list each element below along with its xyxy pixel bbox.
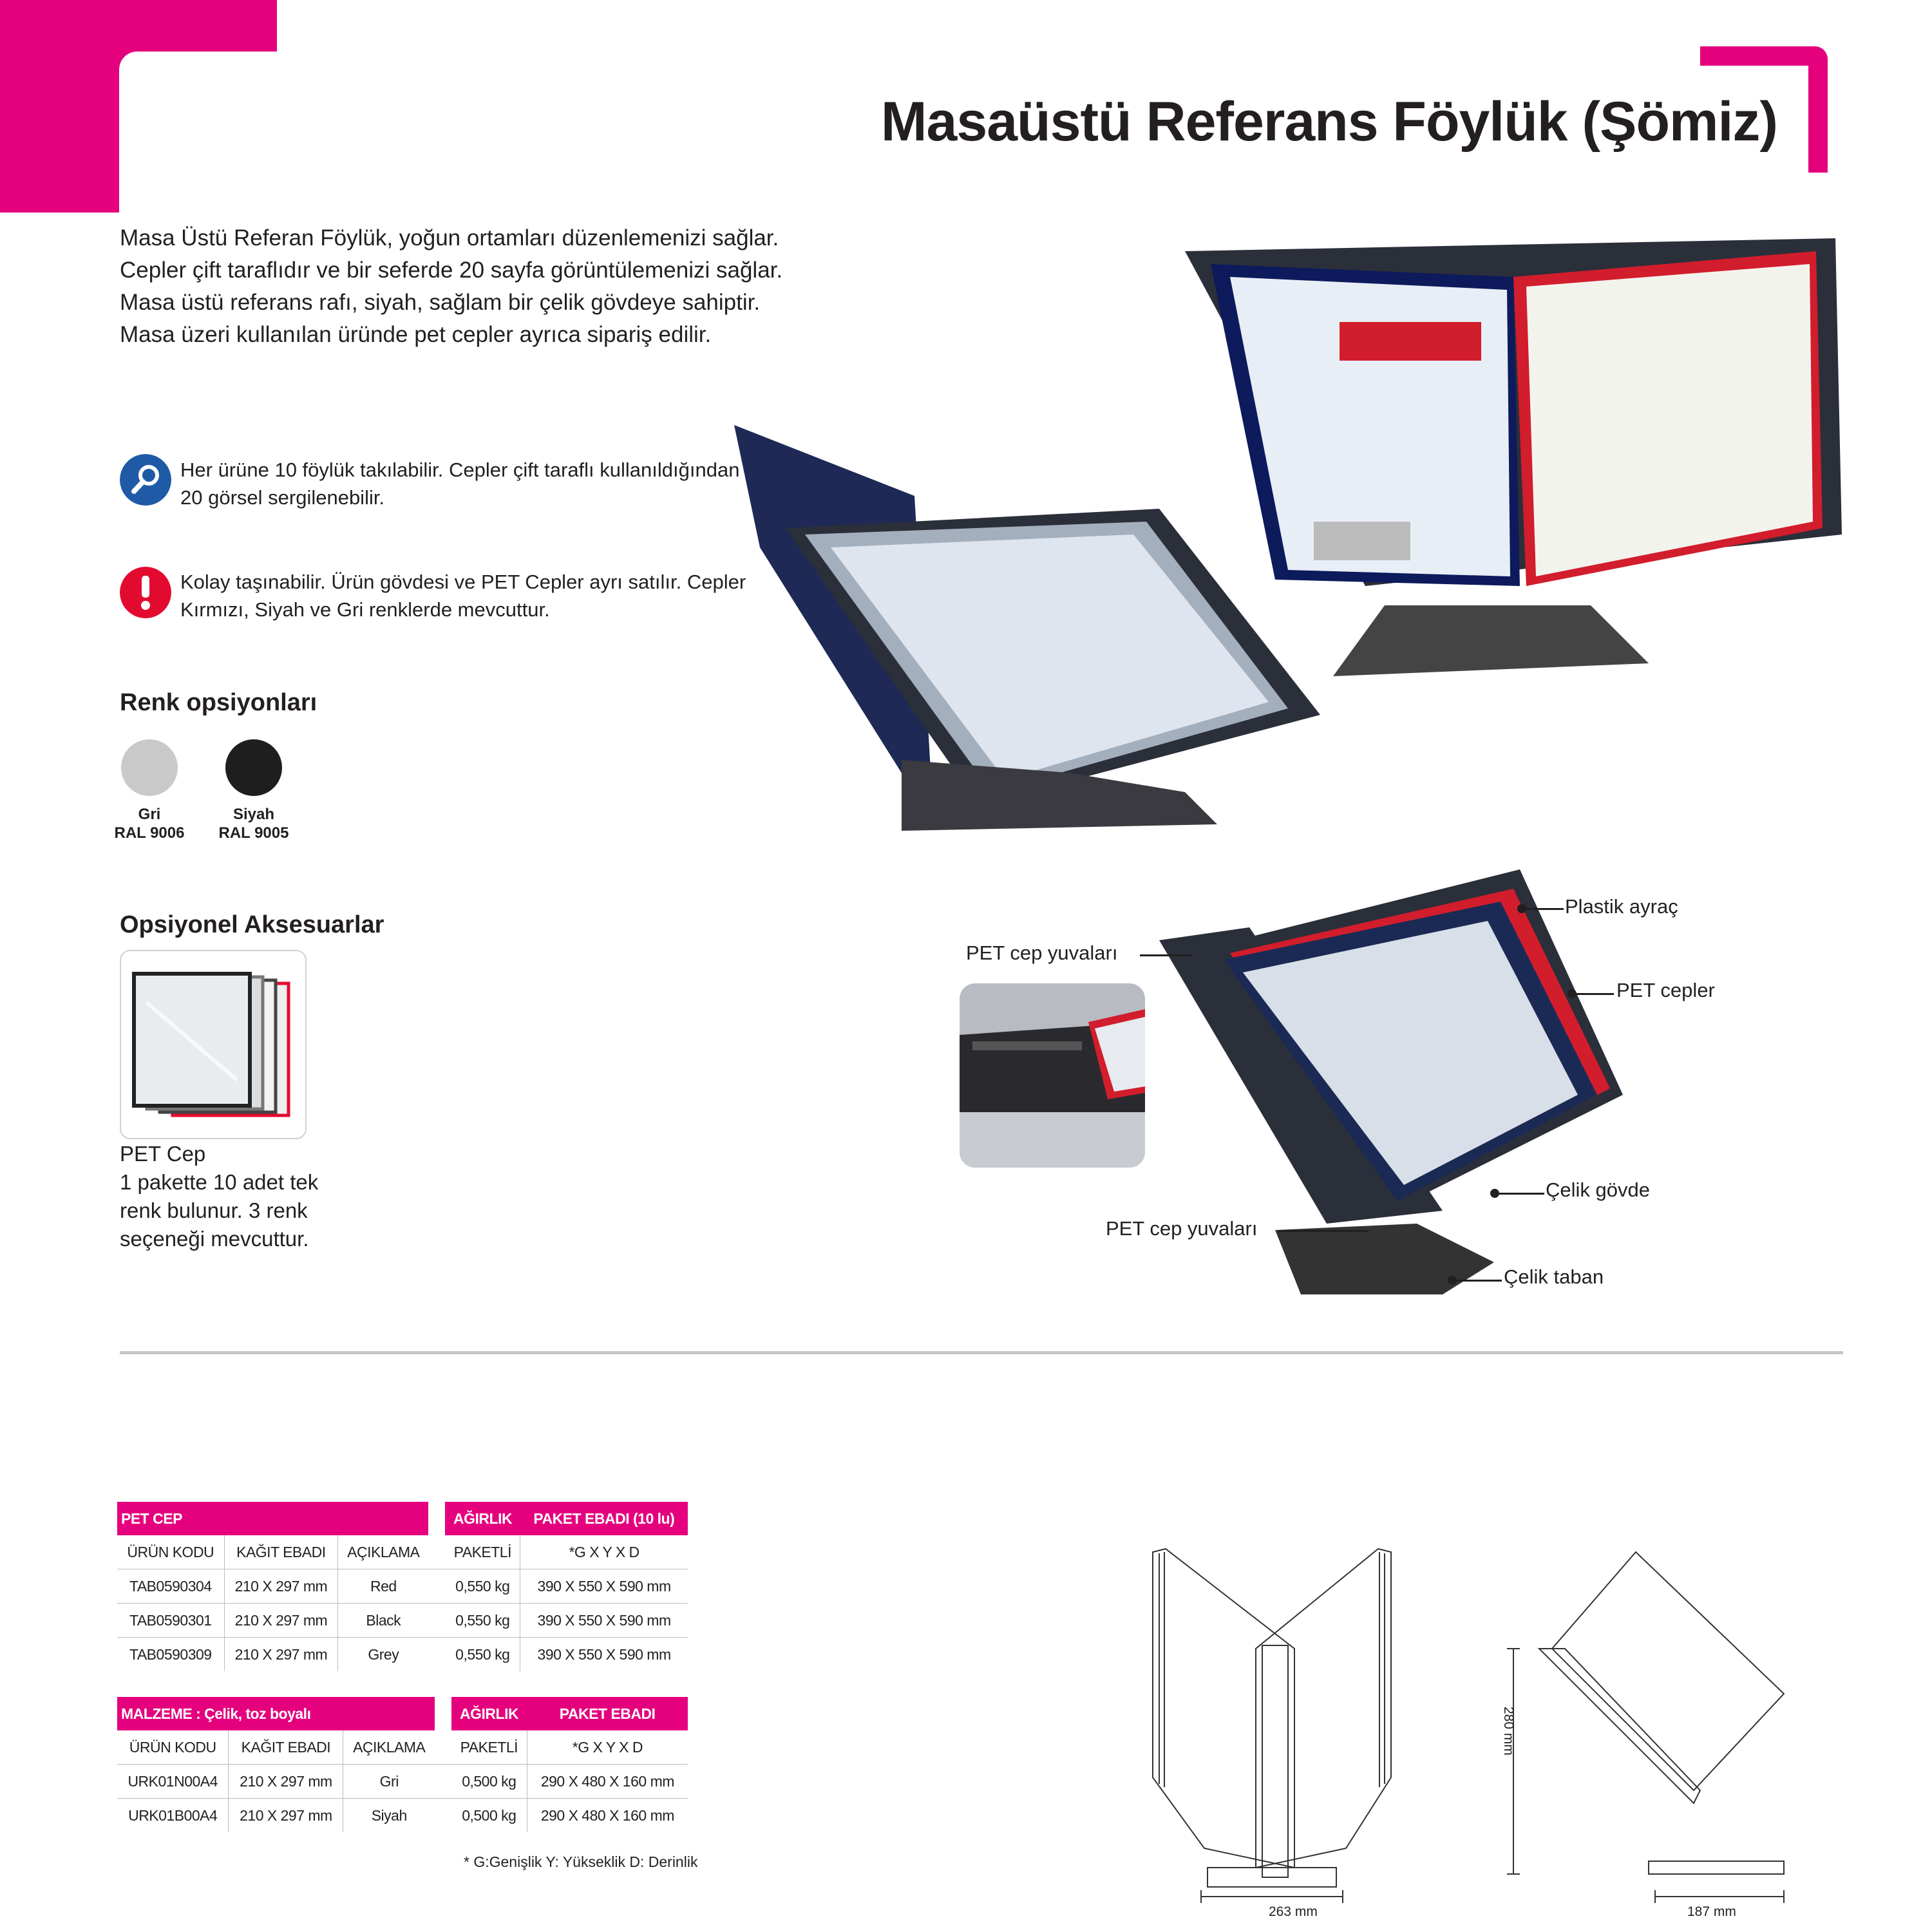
body-material-table: [117, 1697, 688, 1832]
table-cell: 290 X 480 X 160 mm: [527, 1765, 688, 1799]
info-note-2-text: Kolay taşınabilir. Ürün gövdesi ve PET Cepler ayrı satılır. Cepler Kırmızı, Siyah ve Gri renklerde mevcuttur.: [180, 571, 746, 621]
pet-table-title: PET CEP: [117, 1502, 428, 1535]
swatch-grey-label: Gri RAL 9006: [114, 806, 185, 842]
table-cell: 390 X 550 X 590 mm: [520, 1604, 688, 1638]
table-cell: Grey: [368, 1645, 399, 1663]
table-cell: 210 X 297 mm: [229, 1799, 343, 1833]
pet-pocket-thumbnail: [120, 950, 307, 1139]
callout-dot: [1517, 904, 1526, 913]
table-row: [117, 1569, 688, 1604]
swatch-black-label: Siyah RAL 9005: [218, 806, 289, 842]
table-cell: Gri: [343, 1765, 435, 1799]
pet-pocket-image: [121, 951, 305, 1138]
table-cell: 210 X 297 mm: [224, 1604, 338, 1638]
corner-cutout: [119, 52, 312, 245]
intro-paragraph: Masa Üstü Referan Föylük, yoğun ortamları düzenlemenizi sağlar. Cepler çift taraflıdır ve bir seferde 20 sayfa görüntülemenizi sağlar. Masa üstü referans rafı, siyah, sağlam bir çelik gövdeye sahiptir. Masa üzeri kullanılan üründe pet cepler ayrıca sipariş edilir.: [120, 225, 783, 347]
callout-pet-cepler: PET cepler: [1616, 979, 1715, 1001]
table-cell: 0,500 kg: [451, 1765, 527, 1799]
column-header: ÜRÜN KODU: [117, 1730, 229, 1765]
column-header: KAĞIT EBADI: [229, 1730, 343, 1765]
table-cell: TAB0590309: [117, 1638, 224, 1672]
callout-line: [1278, 1230, 1368, 1232]
exclamation-icon: [120, 567, 171, 618]
pet-pocket-caption: PET Cep 1 pakette 10 adet tek renk bulunur. 3 renk seçeneği mevcuttur.: [120, 1142, 319, 1251]
table-cell: 390 X 550 X 590 mm: [520, 1569, 688, 1604]
dimension-depth-label: 187 mm: [1687, 1904, 1736, 1919]
callout-pet-cep-yuvalari-top: PET cep yuvaları: [966, 942, 1118, 964]
table-row: [117, 1799, 688, 1833]
column-header: *G X Y X D: [520, 1535, 688, 1569]
table-cell: TAB0590301: [117, 1604, 224, 1638]
product-photo-main: [721, 225, 1842, 857]
column-header: PAKETLİ: [445, 1535, 520, 1569]
swatch-grey: [121, 739, 178, 796]
column-header: AÇIKLAMA: [343, 1730, 435, 1765]
table-cell: 0,550 kg: [445, 1604, 520, 1638]
pet-weight-header: AĞIRLIK: [445, 1502, 520, 1535]
table-cell: 210 X 297 mm: [229, 1765, 343, 1799]
pocket-slot-closeup: [960, 983, 1145, 1168]
info-note-1: [120, 454, 171, 509]
dimension-width-label: 263 mm: [1269, 1904, 1318, 1919]
callout-celik-taban: Çelik taban: [1504, 1265, 1604, 1288]
color-options-title: Renk opsiyonları: [120, 689, 317, 716]
column-header: KAĞIT EBADI: [224, 1535, 338, 1569]
body-weight-header: AĞIRLIK: [451, 1697, 527, 1730]
callout-line: [1494, 1193, 1544, 1195]
pocket-slot-closeup-image: [960, 983, 1145, 1168]
table-cell: 0,550 kg: [445, 1569, 520, 1604]
callout-dot: [1490, 1189, 1499, 1198]
column-header: PAKETLİ: [451, 1730, 527, 1765]
callout-line: [1521, 908, 1564, 910]
callout-dot: [1567, 989, 1577, 998]
section-divider: [120, 1351, 1843, 1354]
table-cell: 290 X 480 X 160 mm: [540, 1806, 674, 1824]
table-cell: 210 X 297 mm: [224, 1569, 338, 1604]
table-cell: 390 X 550 X 590 mm: [537, 1645, 671, 1663]
table-cell: URK01B00A4: [117, 1799, 229, 1833]
info-note-1-text: Her ürüne 10 föylük takılabilir. Cepler çift taraflı kullanıldığından 20 görsel sergilenebilir.: [180, 459, 740, 509]
table-cell: Siyah: [371, 1806, 407, 1824]
table-row: [117, 1765, 688, 1799]
dimension-height-label: 280 mm: [1501, 1707, 1516, 1756]
callout-line: [1452, 1280, 1502, 1282]
table-row: [117, 1604, 688, 1638]
callout-plastik-ayrac: Plastik ayraç: [1565, 895, 1678, 918]
callout-celik-govde: Çelik gövde: [1546, 1179, 1650, 1201]
info-note-2: [120, 567, 171, 621]
table-cell: URK01N00A4: [117, 1765, 229, 1799]
product-photo-detail: [1133, 850, 1681, 1314]
table-row: [117, 1638, 688, 1672]
body-package-header: PAKET EBADI: [527, 1697, 688, 1730]
column-header: *G X Y X D: [527, 1730, 688, 1765]
table-cell: 0,500 kg: [451, 1799, 527, 1833]
callout-dot: [1448, 1276, 1457, 1285]
callout-pet-cep-yuvalari-bottom: PET cep yuvaları: [1106, 1217, 1258, 1240]
table-cell: 210 X 297 mm: [224, 1638, 338, 1672]
swatch-black: [225, 739, 282, 796]
side-view-drawing: [1501, 1546, 1797, 1919]
table-cell: 0,550 kg: [445, 1638, 520, 1672]
callout-line: [1140, 954, 1191, 956]
column-header: ÜRÜN KODU: [117, 1535, 224, 1569]
accessories-title: Opsiyonel Aksesuarlar: [120, 911, 384, 938]
front-view-drawing: [1146, 1546, 1404, 1919]
table-cell: Red: [338, 1569, 429, 1604]
page-title: Masaüstü Referans Föylük (Şömiz): [880, 91, 1777, 153]
table-footnote: * G:Genişlik Y: Yükseklik D: Derinlik: [464, 1853, 698, 1870]
callout-line: [1571, 993, 1614, 995]
body-table-title: MALZEME : Çelik, toz boyalı: [117, 1697, 435, 1730]
column-header: AÇIKLAMA: [338, 1535, 429, 1569]
table-cell: TAB0590304: [117, 1569, 224, 1604]
table-cell: Black: [338, 1604, 429, 1638]
pet-pocket-table: [117, 1502, 688, 1671]
pet-package-header: PAKET EBADI (10 lu): [520, 1502, 688, 1535]
magnifier-info-icon: [120, 454, 171, 506]
